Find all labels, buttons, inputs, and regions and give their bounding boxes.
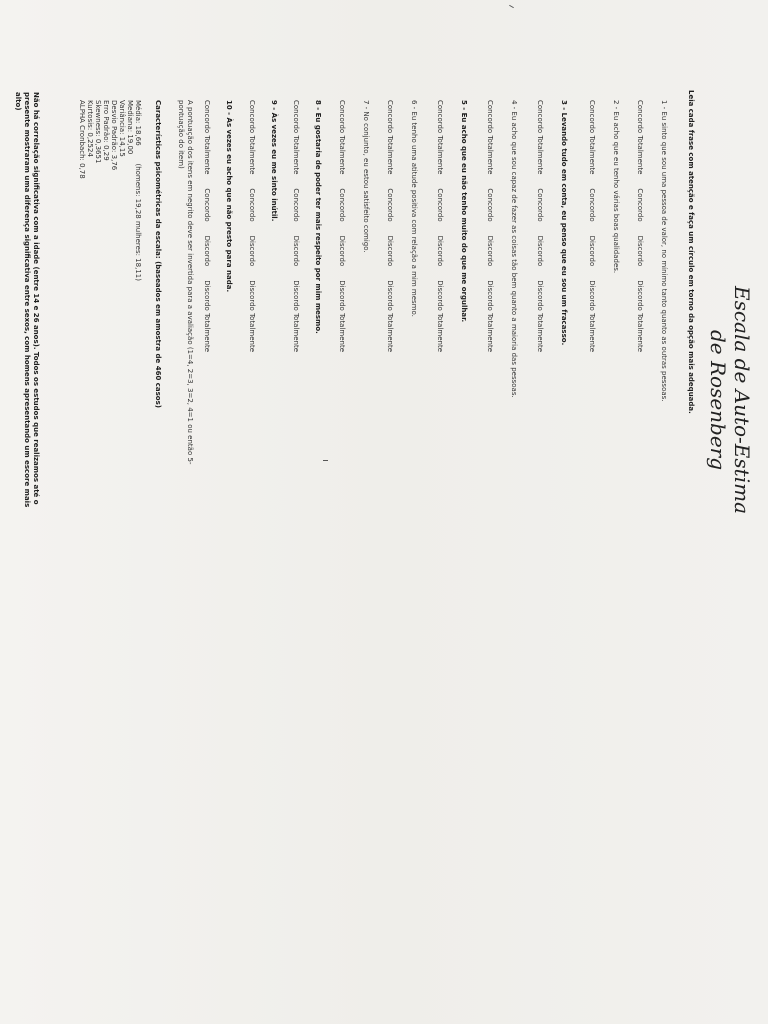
item-8-text: 8 - Eu gostaria de poder ter mais respeito por mim mesmo. (314, 100, 322, 334)
item-6-text: 6 - Eu tenho uma atitude positiva com relação a mim mesmo. (410, 100, 418, 317)
item-9-text: 9 - Às vezes eu me sinto inútil. (270, 100, 278, 222)
stat-kurtosis: Kurtosis: 0,2524 (86, 100, 94, 157)
item-4-text: 4 - Eu acho que sou capaz de fazer as coisas tão bem quanto a maioria das pessoas. (510, 100, 518, 398)
option-concordo[interactable]: Concordo (292, 188, 300, 222)
item-5-text: 5 - Eu acho que eu não tenho muito do que me orgulhar. (460, 100, 468, 323)
option-concordo[interactable]: Concordo (386, 188, 394, 222)
option-concordo[interactable]: Concordo (536, 188, 544, 222)
psychometrics-heading: Características psicométricas da escala: (baseados em amostra de 460 casos) (154, 100, 162, 408)
option-concordo-totalmente[interactable]: Concordo Totalmente (292, 100, 300, 175)
scan-speck (509, 5, 514, 8)
option-discordo-totalmente[interactable]: Discordo Totalmente (536, 280, 544, 353)
option-discordo-totalmente[interactable]: Discordo Totalmente (636, 280, 644, 353)
option-concordo-totalmente[interactable]: Concordo Totalmente (203, 100, 211, 175)
option-discordo[interactable]: Discordo (486, 235, 494, 267)
option-discordo-totalmente[interactable]: Discordo Totalmente (292, 280, 300, 353)
option-discordo[interactable]: Discordo (292, 235, 300, 267)
option-concordo-totalmente[interactable]: Concordo Totalmente (338, 100, 346, 175)
option-concordo-totalmente[interactable]: Concordo Totalmente (486, 100, 494, 175)
item-7-options (337, 100, 346, 366)
stat-desvio: Desvio Padrão: 3,76 (110, 100, 118, 171)
option-concordo[interactable]: Concordo (436, 188, 444, 222)
option-concordo-totalmente[interactable]: Concordo Totalmente (588, 100, 596, 175)
item-5-options (435, 100, 444, 366)
item-3-options (535, 100, 544, 366)
option-discordo-totalmente[interactable]: Discordo Totalmente (436, 280, 444, 353)
option-discordo[interactable]: Discordo (436, 235, 444, 267)
item-2-options (587, 100, 596, 366)
option-concordo[interactable]: Concordo (588, 188, 596, 222)
scan-speck (323, 460, 328, 461)
footnote-line-3: alto) (14, 92, 22, 111)
item-1-text: 1 - Eu sinto que sou uma pessoa de valor, no mínimo tanto quanto as outras pessoas. (660, 100, 668, 402)
item-8-options (291, 100, 300, 366)
stat-media: Média: 18,66 (134, 100, 142, 146)
option-concordo[interactable]: Concordo (203, 188, 211, 222)
item-4-options (485, 100, 494, 366)
option-discordo[interactable]: Discordo (386, 235, 394, 267)
option-discordo[interactable]: Discordo (203, 235, 211, 267)
option-concordo[interactable]: Concordo (338, 188, 346, 222)
title-line-2: de Rosenberg (706, 329, 730, 471)
option-concordo-totalmente[interactable]: Concordo Totalmente (436, 100, 444, 175)
option-concordo-totalmente[interactable]: Concordo Totalmente (248, 100, 256, 175)
footnote-line-1: Não há correlação significativa com a idade (entre 14 e 26 anos). Todos os estudos que realizamos até o (32, 92, 40, 505)
item-2-text: 2 - Eu acho que eu tenho várias boas qualidades. (612, 100, 620, 274)
stat-alpha: ALPHA Cronbach: 0,78 (78, 100, 86, 179)
option-discordo[interactable]: Discordo (338, 235, 346, 267)
item-3-text: 3 - Levando tudo em conta, eu penso que eu sou um fracasso. (560, 100, 568, 346)
option-concordo[interactable]: Concordo (248, 188, 256, 222)
stat-erro: Erro Padrão: 0,29 (102, 100, 110, 161)
option-discordo[interactable]: Discordo (248, 235, 256, 267)
title-line-1: Escala de Auto-Estima (730, 285, 754, 514)
option-discordo-totalmente[interactable]: Discordo Totalmente (386, 280, 394, 353)
option-concordo-totalmente[interactable]: Concordo Totalmente (636, 100, 644, 175)
scoring-note-line-2: pontuação do item) (177, 100, 185, 169)
option-discordo-totalmente[interactable]: Discordo Totalmente (248, 280, 256, 353)
option-discordo[interactable]: Discordo (588, 235, 596, 267)
footnote-line-2: presente mostraram uma diferença significativa entre sexos, com homens apresentando um escore mais (23, 92, 31, 508)
option-concordo-totalmente[interactable]: Concordo Totalmente (536, 100, 544, 175)
stats-block (78, 100, 142, 281)
option-discordo[interactable]: Discordo (536, 235, 544, 267)
option-discordo-totalmente[interactable]: Discordo Totalmente (588, 280, 596, 353)
item-1-options (635, 100, 644, 366)
document-title (706, 190, 754, 610)
stat-mediana: Mediana: 19,00 (126, 100, 134, 155)
scoring-note-line-1: A pontuação dos itens em negrito deve ser invertida para a avaliação (1=4, 2=3, 3=2, 4=1 ou então 5- (186, 100, 194, 465)
stat-variancia: Variância: 14,15 (118, 100, 126, 157)
option-discordo-totalmente[interactable]: Discordo Totalmente (338, 280, 346, 353)
stat-media-note: (homens: 19,28 mulheres: 18,11) (134, 163, 142, 281)
option-concordo[interactable]: Concordo (486, 188, 494, 222)
item-10-options (202, 100, 211, 366)
option-concordo-totalmente[interactable]: Concordo Totalmente (386, 100, 394, 175)
stat-skewness: Skewness: 0,3651 (94, 100, 102, 164)
instruction-text: Leia cada frase com atenção e faça um círculo em torno da opção mais adequada. (687, 90, 695, 414)
item-10-text: 10 - Às vezes eu acho que não presto para nada. (225, 100, 233, 293)
option-discordo-totalmente[interactable]: Discordo Totalmente (203, 280, 211, 353)
item-7-text: 7 - No conjunto, eu estou satisfeito comigo. (362, 100, 370, 253)
option-concordo[interactable]: Concordo (636, 188, 644, 222)
item-9-options (247, 100, 256, 366)
item-6-options (385, 100, 394, 366)
option-discordo[interactable]: Discordo (636, 235, 644, 267)
option-discordo-totalmente[interactable]: Discordo Totalmente (486, 280, 494, 353)
